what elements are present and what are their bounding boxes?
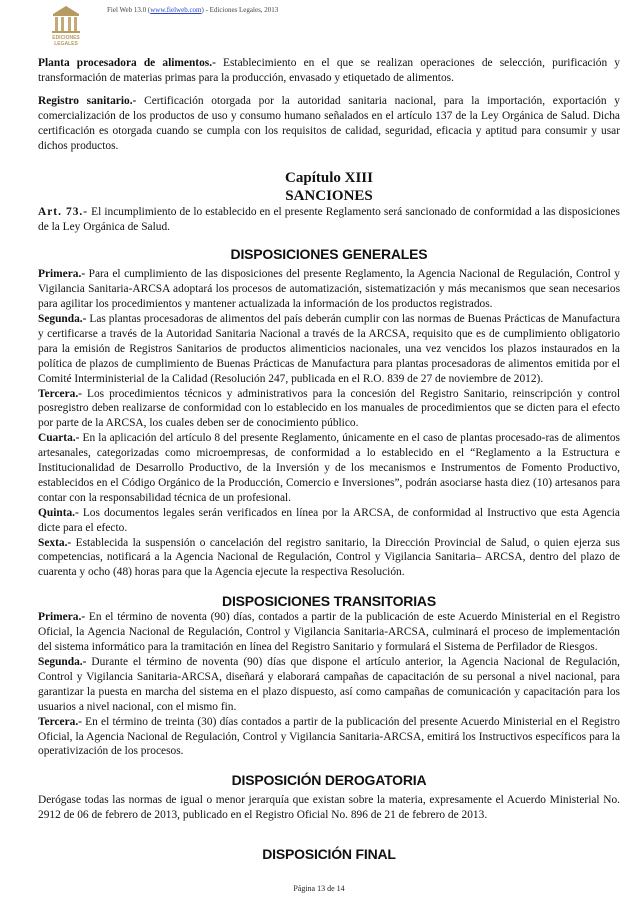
generales-item: Quinta.- Los documentos legales serán verificados en línea por la ARCSA, de conformidad al Instructivo que esta Agencia dicte para el efecto. [38, 506, 620, 534]
svg-text:LEGALES: LEGALES [54, 41, 78, 47]
heading-derogatoria: DISPOSICIÓN DEROGATORIA [231, 772, 427, 789]
definition-planta: Planta procesadora de alimentos.- Establecimiento en el que se realizan operaciones de selección, purificación y transformación de materias primas para la producción, envasado y etiquetado de alimentos. [38, 57, 620, 84]
page-header: Fiel Web 13.0 (www.fielweb.com) - Ediciones Legales, 2013 [107, 6, 279, 14]
generales-item: Tercera.- Los procedimientos técnicos y administrativos para la concesión del Registro Sanitario, reinscripción y control posregistro deben realizarse de conformidad con lo establecido en los manuales de procedimientos que se dicten para el efecto por parte de la ARCSA, los cuales deben ser de conocimiento público. [38, 387, 620, 430]
generales-item: Segunda.- Las plantas procesadoras de alimentos del país deberán cumplir con las normas de Buenas Prácticas de Manufactura y certificarse a través de la Autoridad Sanitaria Nacional a través de la ARCSA, requisito que es de cumplimiento obligatorio para la emisión de Registros Sanitarios de productos alimenticios nacionales, una vez vencidos los plazos instaurados en la política de plazos de cumplimiento de Buenas Prácticas de Manufactura para plantas procesadoras de alimentos emitida por el Comité Interministerial de la Calidad (Resolución 247, publicada en el R.O. 839 de 27 de noviembre de 2012). [38, 312, 620, 385]
svg-text:EDICIONES: EDICIONES [52, 35, 80, 41]
definition-registro: Registro sanitario.- Certificación otorgada por la autoridad sanitaria nacional, para la importación, exportación y comercialización de los productos de uso y consumo humano señalados en el artículo 137 de la Ley Orgánica de Salud. Dicha certificación es otorgada cuando se cumpla con los requisitos de calidad, seguridad, eficacia y aptitud para consumir y usar dichos productos. [38, 94, 621, 152]
transitorias-item: Segunda.- Durante el término de noventa (90) días que dispone el artículo anterior, la Agencia Nacional de Regulación, Control y Vigilancia Sanitaria-ARCSA, diseñará y elaborará campañas de capacitación de su personal a nivel nacional, para garantizar la puesta en marcha del sistema en el plazo dispuesto, así como campañas de comunicación y capacitación para los usuarios a nivel nacional, con el mismo fin. [38, 656, 620, 713]
generales-item: Sexta.- Establecida la suspensión o cancelación del registro sanitario, la Dirección Provincial de Salud, o quien ejerza sus competencias, notificará a la Agencia Nacional de Regulación, Control y Vigilancia Sanitaria– ARCSA, dentro del plazo de cuarenta y ocho (48) horas para que la Agencia ejecute la respectiva Resolución. [38, 536, 620, 579]
transitorias-item: Tercera.- En el término de treinta (30) días contados a partir de la publicación del presente Acuerdo Ministerial en el Registro Oficial, la Agencia Nacional de Regulación, Control y Vigilancia Sanitaria-ARCSA, emitirá los Instructivos específicos para la operativización de los procesos. [38, 715, 620, 758]
chapter-subtitle: SANCIONES [285, 188, 373, 205]
page-number: Página 13 de 14 [293, 884, 345, 893]
chapter-title: Capítulo XIII [285, 170, 373, 187]
document-body [38, 56, 620, 863]
transitorias-item: Primera.- En el término de noventa (90) días, contados a partir de la publicación de este Acuerdo Ministerial en el Registro Oficial, la Agencia Nacional de Regulación, Control y Vigilancia Sanitaria-ARCSA, culminará el proceso de implementación del sistema informático para la tramitación en línea del Registro Sanitario y formulará el Sistema de Perfilador de Riesgos. [38, 611, 620, 654]
fielweb-link[interactable]: www.fielweb.com [150, 6, 202, 14]
generales-item: Primera.- Para el cumplimiento de las disposiciones del presente Reglamento, la Agencia Nacional de Regulación, Control y Vigilancia Sanitaria-ARCSA adoptará los procesos de automatización, sistematización y más mecanismos que sean necesarios para agilitar los procedimientos y mantener actualizada la información de los productos registrados. [38, 268, 620, 311]
heading-transitorias: DISPOSICIONES TRANSITORIAS [222, 593, 436, 610]
heading-final: DISPOSICIÓN FINAL [262, 846, 396, 863]
article-73: Art. 73.- El incumplimiento de lo establecido en el presente Reglamento será sancionado de conformidad a las disposiciones de la Ley Orgánica de Salud. [38, 206, 620, 234]
heading-generales: DISPOSICIONES GENERALES [230, 246, 428, 263]
derogatoria-text: Derógase todas las normas de igual o menor jerarquía que existan sobre la materia, expresamente el Acuerdo Ministerial No. 2912 de 06 de febrero de 2013, publicado en el Registro Oficial No. 896 de 21 de febrero de 2013. [38, 794, 620, 822]
ediciones-legales-logo [43, 1, 89, 47]
generales-item: Cuarta.- En la aplicación del artículo 8 del presente Reglamento, únicamente en el caso de plantas procesado-ras de alimentos artesanales, categorizadas como microempresas, de conformidad a lo establecido en el “Reglamento a la Estructura e Institucionalidad de Desarrollo Productivo, de la Inversión y de los mecanismos e Instrumentos de Fomento Productivo, establecidos en el Código Orgánico de la Producción, Comercio e Inversiones”, podrán asociarse hasta diez (10) artesanos para contar con la responsabilidad técnica de un profesional. [38, 432, 620, 504]
